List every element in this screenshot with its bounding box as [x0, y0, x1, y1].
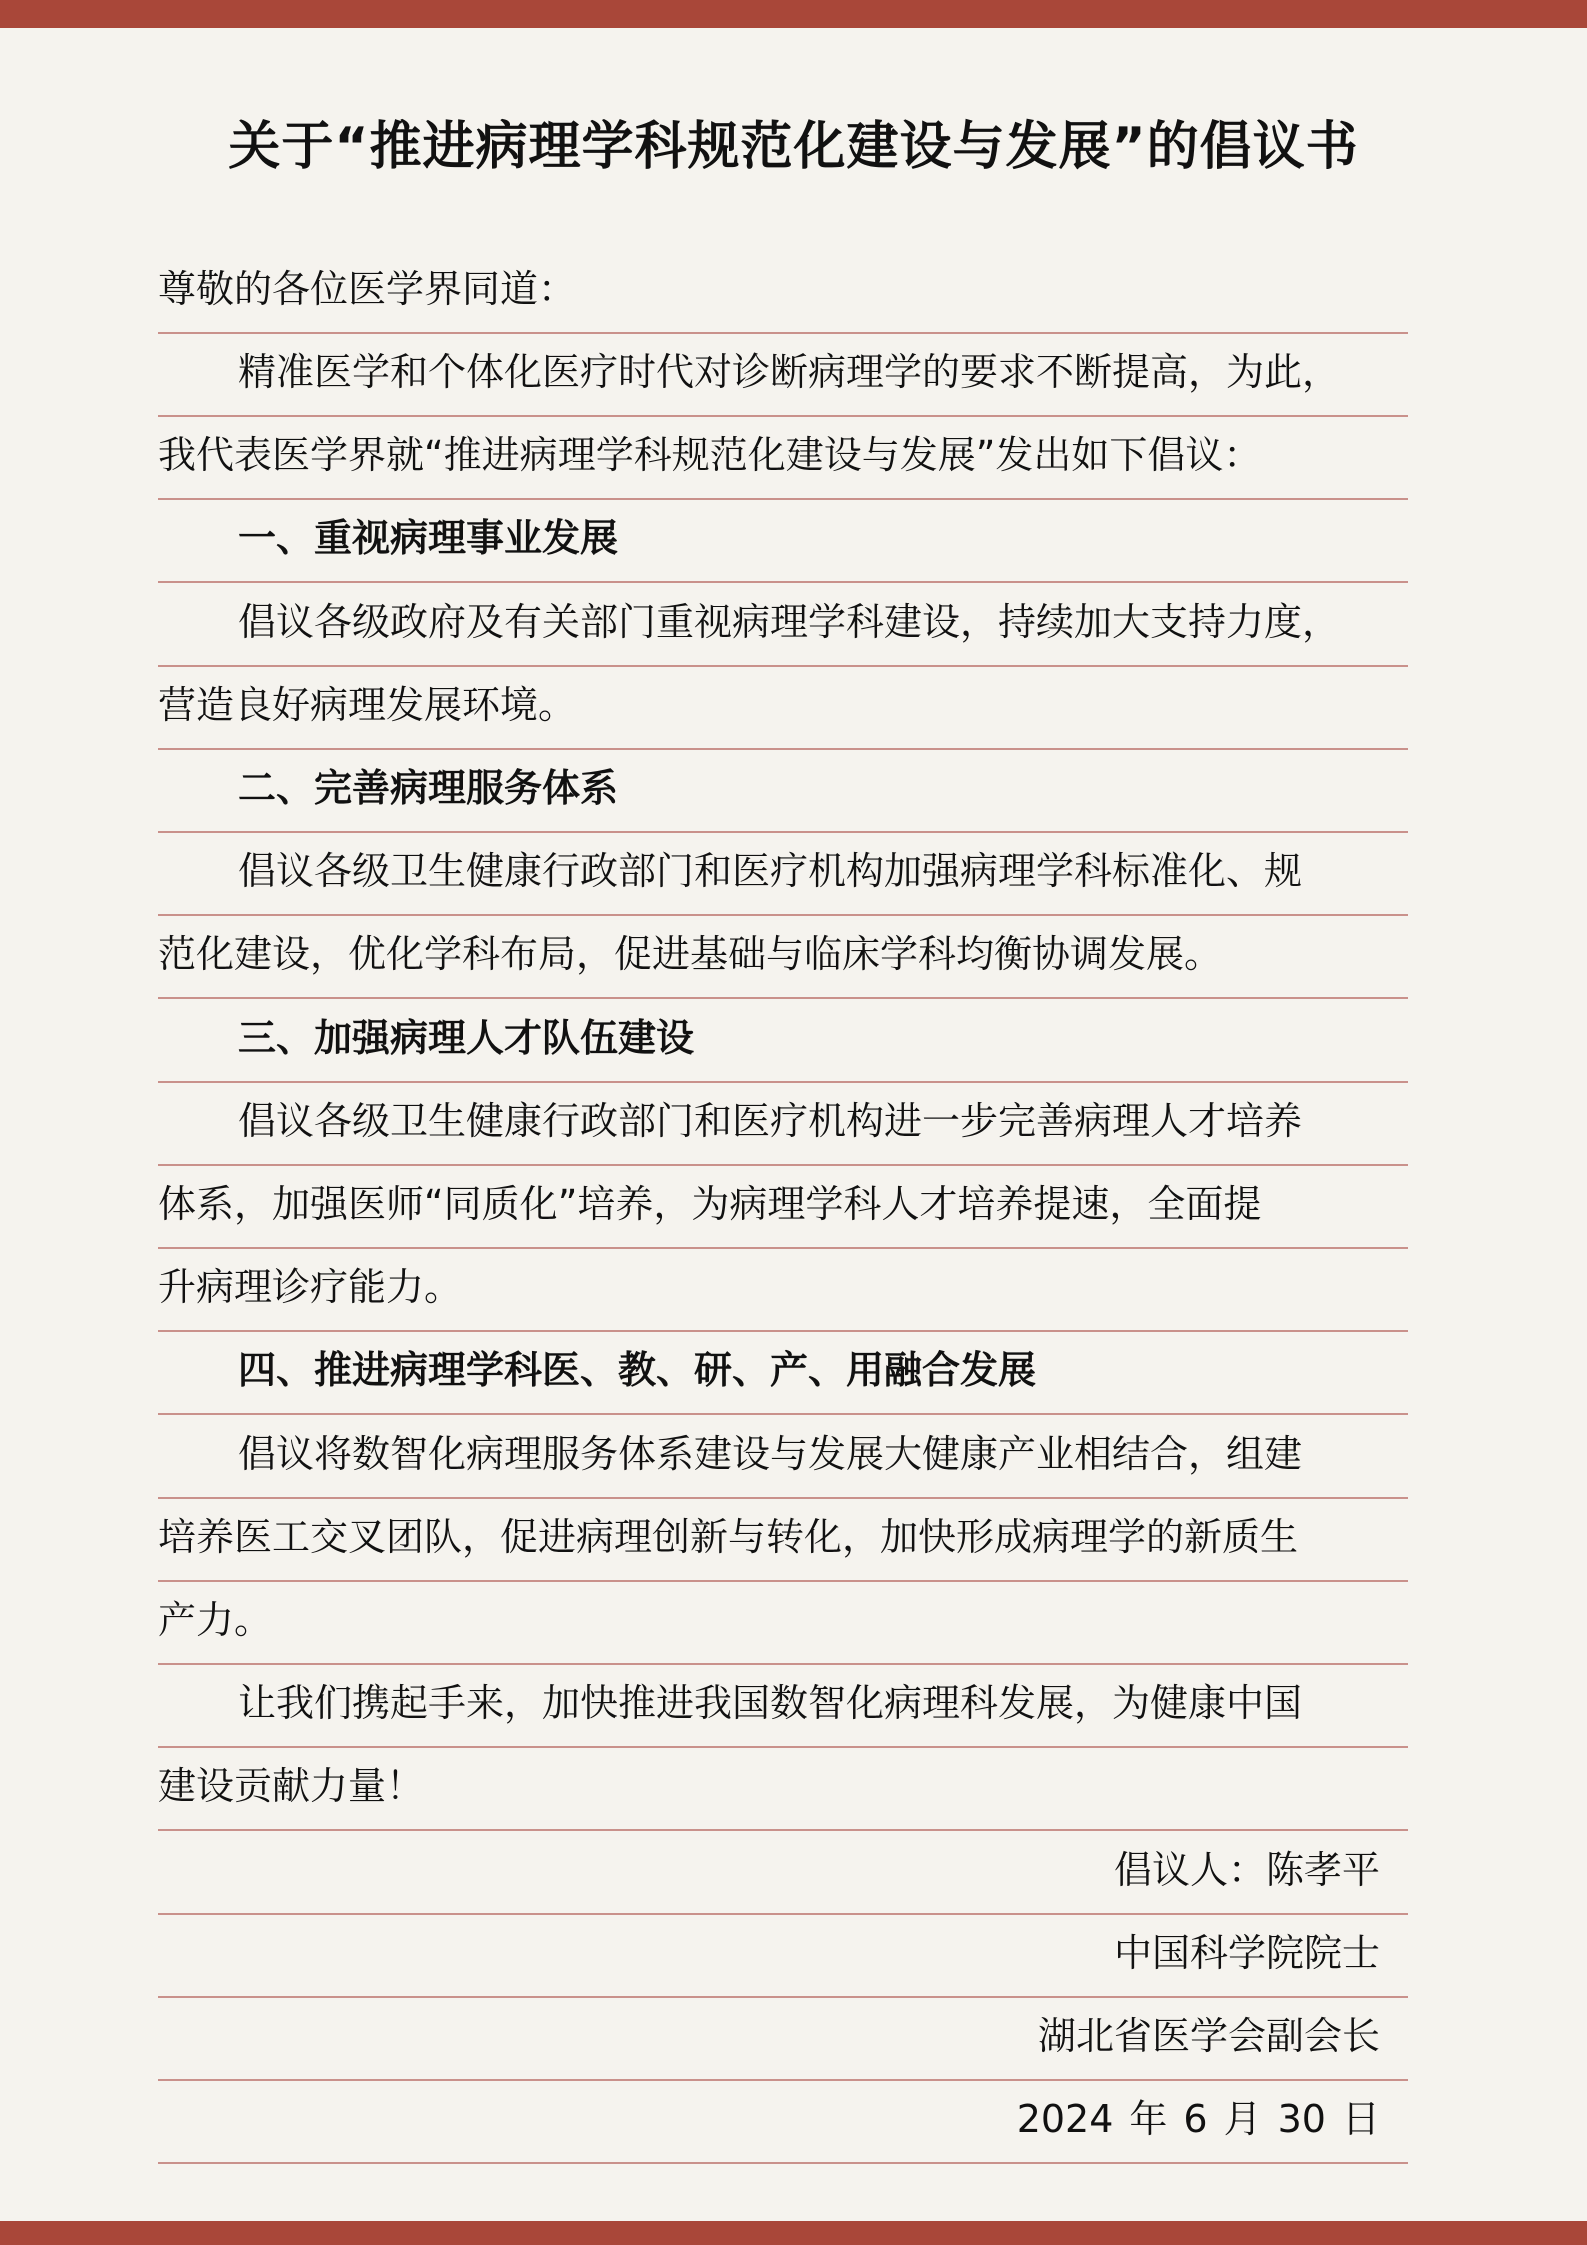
- rule-line: [158, 332, 1408, 334]
- rule-line: [158, 1247, 1408, 1249]
- document-title: 关于“推进病理学科规范化建设与发展”的倡议书: [228, 117, 1359, 177]
- rule-line: [158, 1081, 1408, 1083]
- paragraph-line: 升病理诊疗能力。: [158, 1265, 463, 1309]
- rule-line: [158, 665, 1408, 667]
- rule-line: [158, 2079, 1408, 2081]
- rule-line: [158, 1746, 1408, 1748]
- paragraph-line: 培养医工交叉团队，促进病理创新与转化，加快形成病理学的新质生: [158, 1515, 1299, 1559]
- rule-line: [158, 415, 1408, 417]
- rule-line: [158, 1164, 1408, 1166]
- rule-line: [158, 1663, 1408, 1665]
- paragraph-line: 范化建设，优化学科布局，促进基础与临床学科均衡协调发展。: [158, 932, 1223, 976]
- rule-line: [158, 1330, 1408, 1332]
- rule-line: [158, 581, 1408, 583]
- intro-line: 我代表医学界就“推进病理学科规范化建设与发展”发出如下倡议：: [158, 433, 1262, 477]
- signature-date: [158, 2094, 1408, 2144]
- rule-line: [158, 498, 1408, 500]
- paragraph-line: 体系，加强医师“同质化”培养，为病理学科人才培养提速，全面提: [158, 1182, 1262, 1226]
- date-day: 30: [1277, 2097, 1326, 2141]
- rule-line: [158, 831, 1408, 833]
- bottom-accent-bar: [0, 2221, 1587, 2245]
- rule-line: [158, 1829, 1408, 1831]
- rule-line: [158, 1996, 1408, 1998]
- paragraph-line: 倡议各级政府及有关部门重视病理学科建设，持续加大支持力度，: [238, 600, 1341, 644]
- signature-title-association: 湖北省医学会副会长: [1037, 2014, 1380, 2058]
- rule-line: [158, 1580, 1408, 1582]
- section-heading: 四、推进病理学科医、教、研、产、用融合发展: [238, 1348, 1037, 1392]
- paragraph-line: 倡议将数智化病理服务体系建设与发展大健康产业相结合，组建: [238, 1432, 1303, 1476]
- paragraph-line: 产力。: [158, 1598, 273, 1642]
- rule-line: [158, 1497, 1408, 1499]
- date-year: 2024: [1016, 2097, 1114, 2141]
- closing-line: 让我们携起手来，加快推进我国数智化病理科发展，为健康中国: [238, 1681, 1303, 1725]
- paragraph-line: 倡议各级卫生健康行政部门和医疗机构加强病理学科标准化、规: [238, 849, 1303, 893]
- rule-line: [158, 748, 1408, 750]
- date-month: 6: [1183, 2097, 1208, 2141]
- intro-line: 精准医学和个体化医疗时代对诊断病理学的要求不断提高，为此，: [238, 350, 1341, 394]
- top-accent-bar: [0, 0, 1587, 28]
- date-year-unit: 年: [1129, 2097, 1168, 2141]
- section-heading: 一、重视病理事业发展: [238, 516, 619, 560]
- section-heading: 二、完善病理服务体系: [238, 766, 619, 810]
- date-day-unit: 日: [1341, 2097, 1380, 2141]
- section-heading: 三、加强病理人才队伍建设: [238, 1016, 695, 1060]
- rule-line: [158, 914, 1408, 916]
- date-month-unit: 月: [1223, 2097, 1262, 2141]
- salutation: 尊敬的各位医学界同道：: [158, 267, 577, 311]
- rule-line: [158, 1413, 1408, 1415]
- paragraph-line: 倡议各级卫生健康行政部门和医疗机构进一步完善病理人才培养: [238, 1099, 1303, 1143]
- paragraph-line: 营造良好病理发展环境。: [158, 683, 577, 727]
- rule-line: [158, 997, 1408, 999]
- rule-line: [158, 2162, 1408, 2164]
- rule-line: [158, 1913, 1408, 1915]
- closing-line: 建设贡献力量！: [158, 1764, 425, 1808]
- signature-proposer: 倡议人：陈孝平: [1113, 1848, 1380, 1892]
- signature-title-academician: 中国科学院院士: [1113, 1931, 1380, 1975]
